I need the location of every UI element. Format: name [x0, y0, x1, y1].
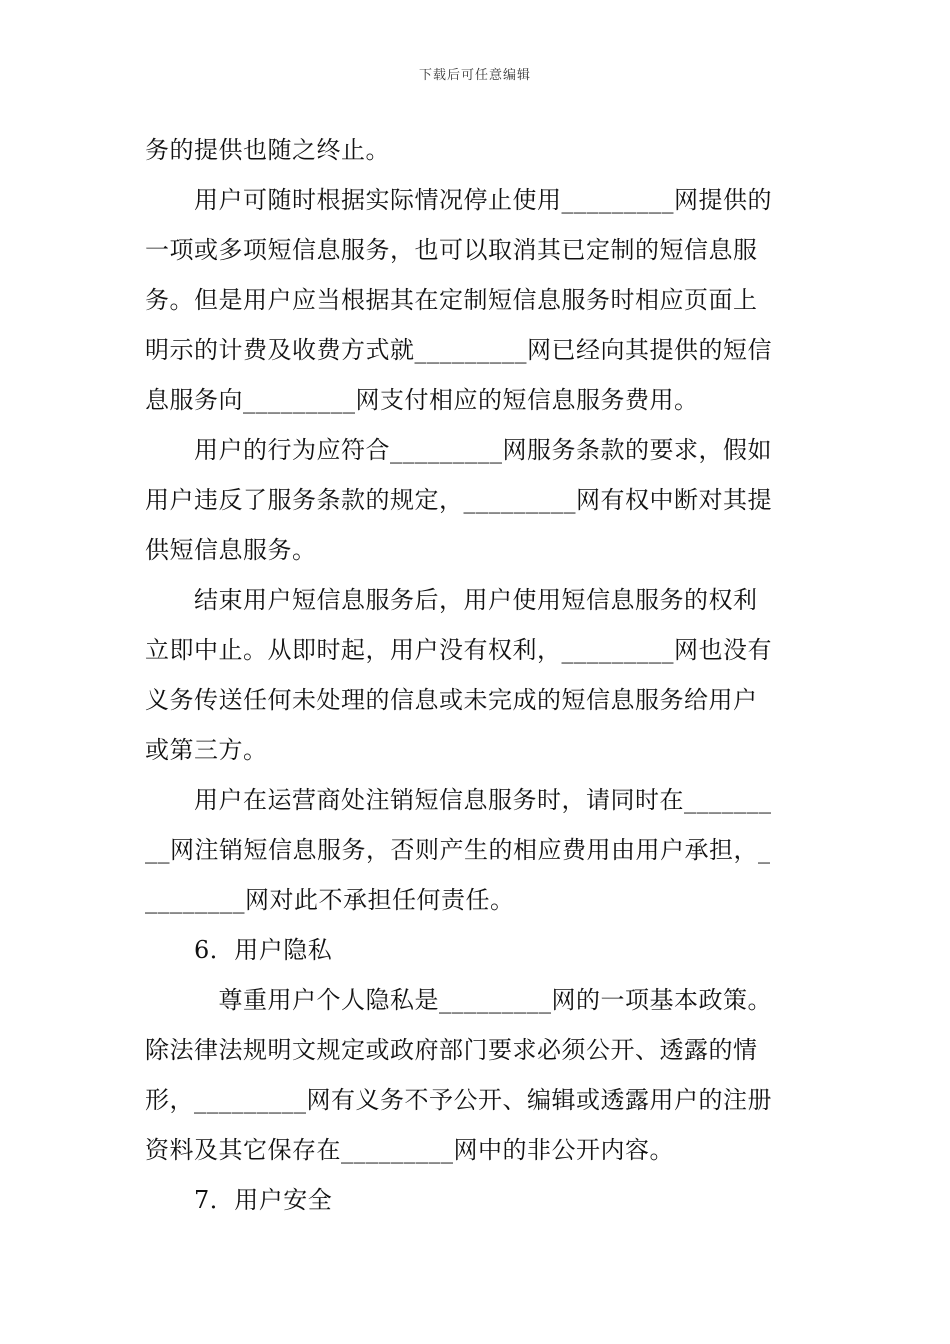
section-heading-security: 7．用户安全	[145, 1186, 333, 1214]
text-line: 一项或多项短信息服务，也可以取消其已定制的短信息服	[145, 236, 758, 264]
text-line: __网注销短信息服务，否则产生的相应费用由用户承担，_	[145, 836, 771, 864]
text-line: 立即中止。从即时起，用户没有权利，_________网也没有	[145, 636, 772, 664]
text-line: 形，_________网有义务不予公开、编辑或透露用户的注册	[145, 1086, 772, 1114]
text-line: 用户可随时根据实际情况停止使用_________网提供的	[145, 186, 772, 214]
text-line: 务的提供也随之终止。	[145, 136, 390, 164]
text-line: 供短信息服务。	[145, 536, 317, 564]
text-line: 务。但是用户应当根据其在定制短信息服务时相应页面上	[145, 286, 758, 314]
document-body	[145, 125, 810, 1225]
text-line: 用户的行为应符合_________网服务条款的要求，假如	[145, 436, 772, 464]
text-line: 用户在运营商处注销短信息服务时，请同时在_______	[145, 786, 772, 814]
text-line: 息服务向_________网支付相应的短信息服务费用。	[145, 386, 699, 414]
page-header: 下载后可任意编辑	[418, 68, 531, 83]
text-line: 或第三方。	[145, 736, 268, 764]
text-line: 义务传送任何未处理的信息或未完成的短信息服务给用户	[145, 686, 758, 714]
text-line: 尊重用户个人隐私是_________网的一项基本政策。	[145, 986, 772, 1014]
text-line: 结束用户短信息服务后，用户使用短信息服务的权利	[145, 586, 758, 614]
text-line: 用户违反了服务条款的规定，_________网有权中断对其提	[145, 486, 772, 514]
text-line: 除法律法规明文规定或政府部门要求必须公开、透露的情	[145, 1036, 758, 1064]
text-line: 资料及其它保存在_________网中的非公开内容。	[145, 1136, 674, 1164]
section-heading-privacy: 6．用户隐私	[145, 936, 333, 964]
text-line: ________网对此不承担任何责任。	[145, 886, 515, 914]
text-line: 明示的计费及收费方式就_________网已经向其提供的短信	[145, 336, 772, 364]
